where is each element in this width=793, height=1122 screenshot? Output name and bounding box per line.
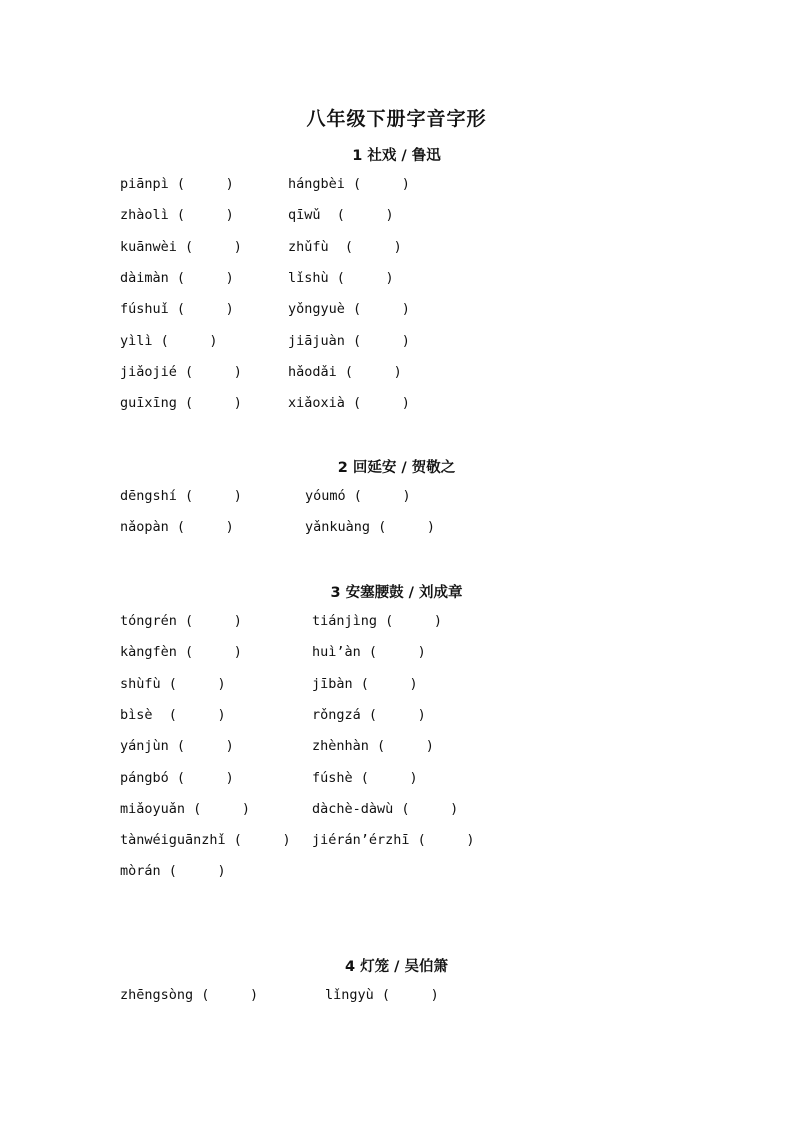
pinyin-entry: shùfù ( ) xyxy=(120,675,226,692)
pinyin-entry: hángbèi ( ) xyxy=(288,176,410,192)
pinyin-entry: lǐngyù ( ) xyxy=(325,987,439,1003)
section-heading: 4 灯笼 / 吴伯箫 xyxy=(344,959,449,975)
pinyin-entry: kàngfèn ( ) xyxy=(120,644,242,661)
pinyin-entry: dàimàn ( ) xyxy=(120,269,234,286)
pinyin-entry: guīxīng ( ) xyxy=(120,395,242,412)
pinyin-entry: jībàn ( ) xyxy=(312,675,418,692)
pinyin-entry: yánjùn ( ) xyxy=(120,738,234,755)
pinyin-entry: yìlì ( ) xyxy=(120,332,218,349)
pinyin-entry: zhǔfù ( ) xyxy=(288,238,402,255)
pinyin-entry: kuānwèi ( ) xyxy=(120,238,242,255)
pinyin-entry: tóngrén ( ) xyxy=(120,613,242,629)
pinyin-entry: lǐshù ( ) xyxy=(288,269,394,286)
pinyin-entry: tànwéiguānzhǐ ( ) xyxy=(120,832,291,849)
section-heading: 3 安塞腰鼓 / 刘成章 xyxy=(330,585,463,601)
pinyin-entry: pángbó ( ) xyxy=(120,769,234,786)
pinyin-entry: yǒngyuè ( ) xyxy=(288,301,410,318)
pinyin-entry: miǎoyuǎn ( ) xyxy=(120,800,251,817)
pinyin-entry: yóumó ( ) xyxy=(305,488,411,504)
pinyin-entry: tiánjìng ( ) xyxy=(312,613,443,629)
pinyin-entry: jiǎojié ( ) xyxy=(120,363,242,380)
pinyin-entry: jiérán’érzhī ( ) xyxy=(312,832,475,849)
pinyin-entry: rǒngzá ( ) xyxy=(312,706,426,723)
pinyin-entry: zhàolì ( ) xyxy=(120,207,234,224)
page-title: 八年级下册字音字形 xyxy=(306,108,487,130)
pinyin-entry: huì’àn ( ) xyxy=(312,644,426,661)
pinyin-entry: qīwǔ ( ) xyxy=(288,207,394,224)
pinyin-entry: mòrán ( ) xyxy=(120,863,226,880)
pinyin-entry: nǎopàn ( ) xyxy=(120,519,234,536)
section-heading: 2 回延安 / 贺敬之 xyxy=(337,460,456,476)
pinyin-entry: yǎnkuàng ( ) xyxy=(305,519,436,536)
pinyin-entry: hǎodǎi ( ) xyxy=(288,363,402,380)
pinyin-entry: jiājuàn ( ) xyxy=(288,332,410,349)
pinyin-entry: zhènhàn ( ) xyxy=(312,738,434,755)
pinyin-entry: xiǎoxià ( ) xyxy=(288,395,410,412)
pinyin-entry: zhēngsòng ( ) xyxy=(120,987,259,1003)
pinyin-entry: bìsè ( ) xyxy=(120,706,226,723)
pinyin-entry: fúshuǐ ( ) xyxy=(120,301,234,318)
pinyin-entry: dàchè-dàwù ( ) xyxy=(312,800,459,817)
pinyin-entry: piānpì ( ) xyxy=(120,176,234,192)
pinyin-entry: fúshè ( ) xyxy=(312,769,418,786)
pinyin-entry: dēngshí ( ) xyxy=(120,488,242,504)
section-heading: 1 社戏 / 鲁迅 xyxy=(352,148,441,164)
